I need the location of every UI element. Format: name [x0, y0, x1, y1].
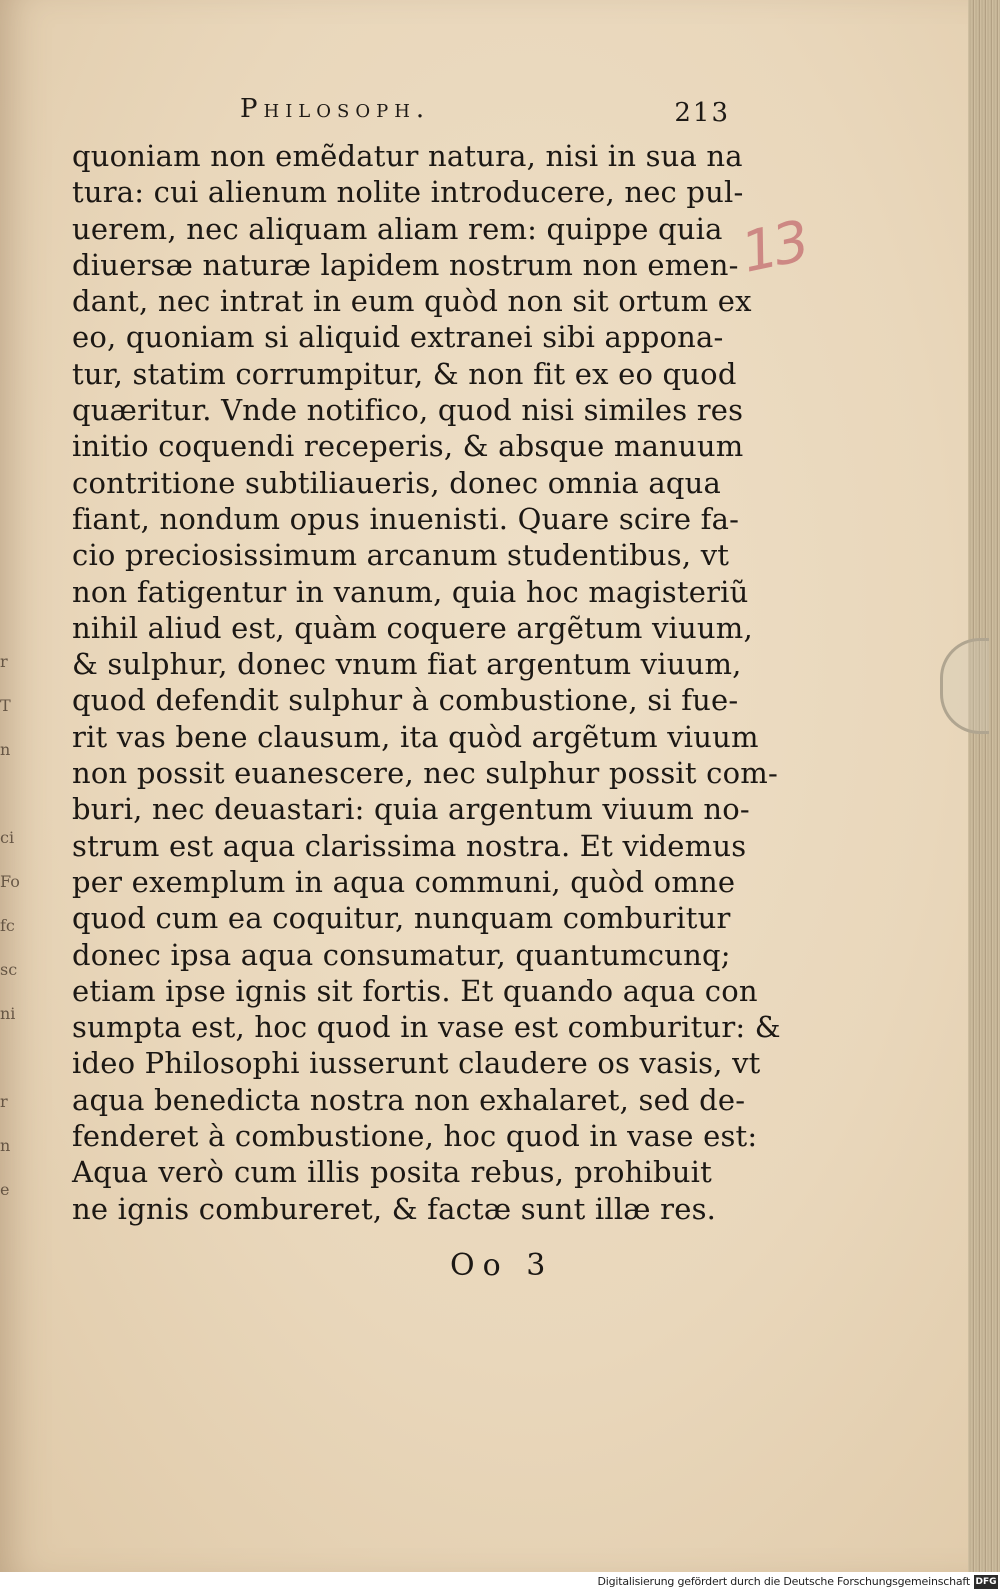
text-line: ne ignis combureret, & factæ sunt illæ res.: [72, 1191, 717, 1226]
text-line: tur, statim corrumpitur, & non fit ex eo quod: [72, 356, 737, 391]
text-line: quæritur. Vnde notifico, quod nisi similes res: [72, 393, 744, 428]
page-block-edge: [968, 0, 1000, 1572]
text-line: sumpta est, hoc quod in vase est comburitur: &: [72, 1010, 781, 1045]
text-line: fenderet à combustione, hoc quod in vase est:: [72, 1119, 758, 1154]
digitization-credit: Digitalisierung gefördert durch die Deutsche Forschungsgemeinschaft: [597, 1575, 970, 1588]
text-line: per exemplum in aqua communi, quòd omne: [72, 864, 736, 899]
text-line: quod cum ea coquitur, nunquam comburitur: [72, 901, 731, 936]
text-line: non fatigentur in vanum, quia hoc magisteriũ: [72, 574, 749, 609]
text-line: eo, quoniam si aliquid extranei sibi appona-: [72, 320, 724, 355]
margin-pencil-annotation: 13: [735, 209, 812, 286]
text-line: diuersæ naturæ lapidem nostrum non emen-: [72, 247, 739, 282]
text-line: tura: cui alienum nolite introducere, nec pul-: [72, 175, 744, 210]
text-line: initio coquendi receperis, & absque manuum: [72, 429, 744, 464]
text-line: aqua benedicta nostra non exhalaret, sed de-: [72, 1082, 746, 1117]
text-line: & sulphur, donec vnum fiat argentum viuum,: [72, 647, 742, 682]
page-number: 213: [674, 98, 730, 128]
page-header: [240, 94, 730, 138]
text-line: quoniam non emẽdatur natura, nisi in sua na: [72, 139, 743, 173]
text-line: dant, nec intrat in eum quòd non sit ortum ex: [72, 284, 752, 319]
text-line: buri, nec deuastari: quia argentum viuum no-: [72, 792, 750, 827]
text-line: uerem, nec aliquam aliam rem: quippe quia: [72, 211, 723, 246]
text-line: etiam ipse ignis sit fortis. Et quando aqua con: [72, 973, 758, 1008]
text-line: strum est aqua clarissima nostra. Et videmus: [72, 828, 747, 863]
adjacent-page-bleed-text: r T n ci Fo fc sc ni r n e: [0, 652, 20, 1199]
text-line: rit vas bene clausum, ita quòd argẽtum viuum: [72, 719, 759, 754]
text-line: cio preciosissimum arcanum studentibus, vt: [72, 538, 730, 573]
adjacent-page-bleed: [0, 640, 20, 1320]
text-line: fiant, nondum opus inuenisti. Quare scire fa-: [72, 501, 740, 536]
text-line: donec ipsa aqua consumatur, quantumcunq;: [72, 937, 731, 972]
dfg-logo: DFG: [975, 1577, 997, 1587]
text-line: non possit euanescere, nec sulphur possit com-: [72, 756, 778, 791]
footer-bar: [0, 1572, 1000, 1594]
signature-mark: Oo 3: [450, 1248, 554, 1283]
text-line: nihil aliud est, quàm coquere argẽtum viuum,: [72, 610, 753, 645]
text-line: ideo Philosophi iusserunt claudere os vasis, vt: [72, 1046, 761, 1081]
text-line: quod defendit sulphur à combustione, si fue-: [72, 683, 739, 718]
text-line: contritione subtiliaueris, donec omnia aqua: [72, 465, 721, 500]
running-head: Philosoph.: [240, 94, 431, 124]
text-line: Aqua verò cum illis posita rebus, prohibuit: [72, 1155, 712, 1190]
